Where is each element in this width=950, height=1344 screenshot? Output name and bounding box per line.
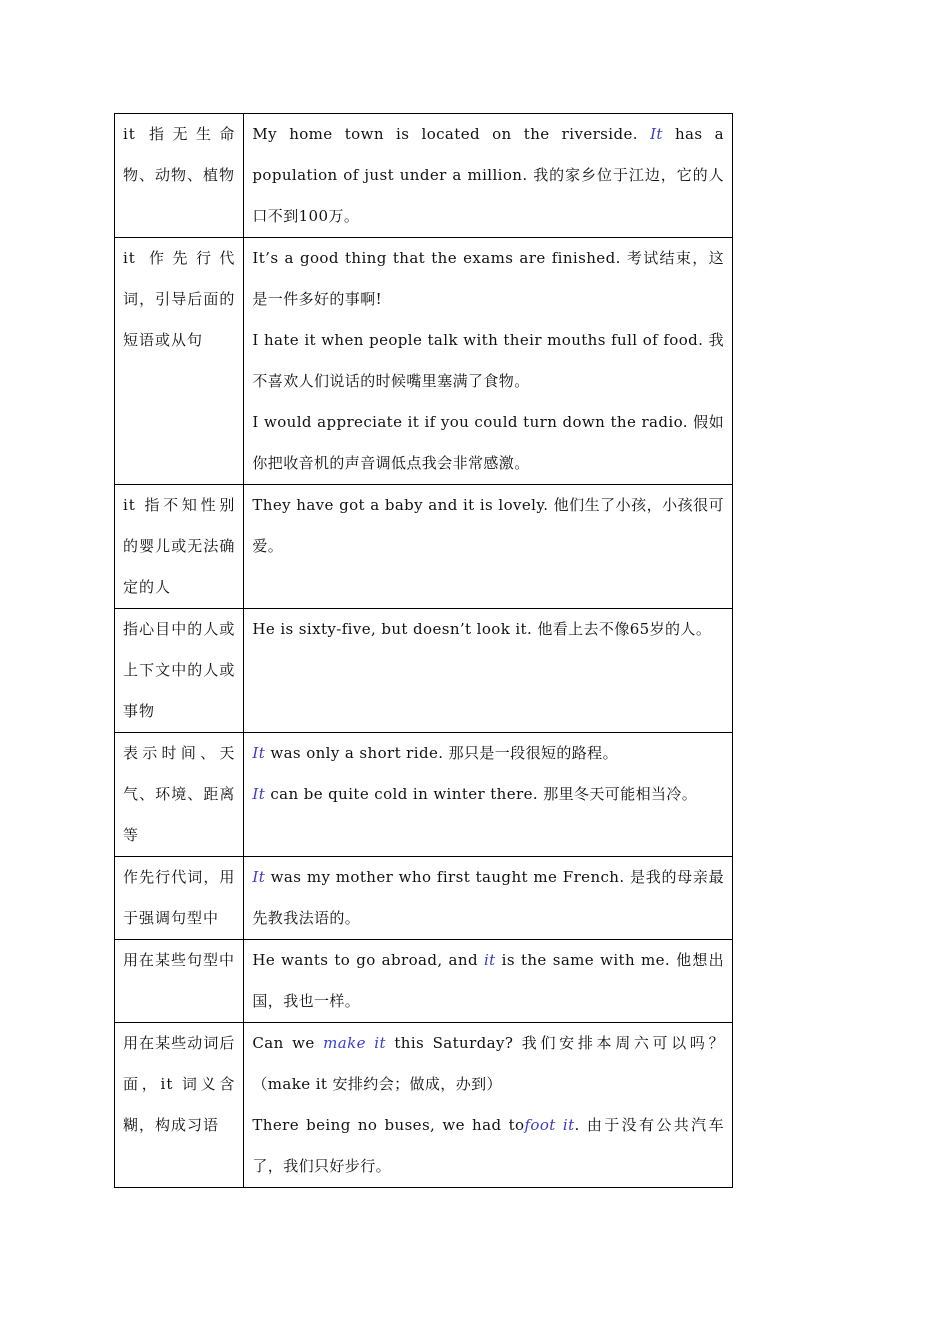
table-row — [115, 857, 733, 940]
example-text: He is sixty-five, but doesn’t look it. 他看上去不像65岁的人。 — [252, 620, 712, 638]
example-cell — [244, 1023, 733, 1188]
table-row — [115, 733, 733, 857]
highlighted-word: foot it — [524, 1116, 575, 1134]
example-cell — [244, 733, 733, 857]
example-sentence — [252, 320, 724, 402]
example-text: It’s a good thing that the exams are finished. 考试结束，这是一件多好的事啊! — [252, 249, 724, 308]
table-row — [115, 609, 733, 733]
example-sentence — [252, 485, 724, 567]
it-usage-table — [114, 113, 733, 1188]
example-sentence — [252, 114, 724, 237]
usage-cell: 表示时间、天气、环境、距离等 — [115, 733, 244, 857]
highlighted-word: It — [650, 125, 663, 143]
example-text: . 由于没有公共汽车了，我们只好步行。 — [252, 1116, 724, 1175]
usage-cell: it 指无生命物、动物、植物 — [115, 114, 244, 238]
example-sentence — [252, 857, 724, 939]
example-cell — [244, 940, 733, 1023]
example-text: I hate it when people talk with their mouths full of food. 我不喜欢人们说话的时候嘴里塞满了食物。 — [252, 331, 724, 390]
table-row — [115, 1023, 733, 1188]
example-sentence — [252, 940, 724, 1022]
usage-cell: 用在某些句型中 — [115, 940, 244, 1023]
example-sentence — [252, 774, 724, 815]
example-text: can be quite cold in winter there. 那里冬天可能相当冷。 — [265, 785, 698, 803]
example-cell — [244, 238, 733, 485]
highlighted-word: It — [252, 785, 266, 803]
highlighted-word: it — [483, 951, 496, 969]
example-sentence — [252, 402, 724, 484]
table-row — [115, 238, 733, 485]
example-text: There being no buses, we had to — [252, 1116, 525, 1134]
usage-cell: it 指不知性别的婴儿或无法确定的人 — [115, 485, 244, 609]
example-text: They have got a baby and it is lovely. 他们生了小孩，小孩很可爱。 — [252, 496, 724, 555]
example-sentence — [252, 609, 724, 650]
usage-cell: 作先行代词，用于强调句型中 — [115, 857, 244, 940]
example-sentence — [252, 1023, 724, 1105]
example-cell — [244, 114, 733, 238]
example-cell — [244, 485, 733, 609]
example-sentence — [252, 238, 724, 320]
highlighted-word: It — [252, 868, 266, 886]
example-sentence — [252, 1105, 724, 1187]
example-text: Can we — [252, 1034, 324, 1052]
example-text: this Saturday? 我们安排本周六可以吗？（make it 安排约会；做成，办到） — [252, 1034, 724, 1093]
table-row — [115, 940, 733, 1023]
usage-cell: 用在某些动词后面，it 词义含糊，构成习语 — [115, 1023, 244, 1188]
example-text: is the same with me. 他想出国，我也一样。 — [252, 951, 724, 1010]
example-text: was my mother who first taught me French. 是我的母亲最先教我法语的。 — [252, 868, 724, 927]
example-cell — [244, 609, 733, 733]
table-body — [115, 114, 733, 1188]
table-row — [115, 485, 733, 609]
example-text: was only a short ride. 那只是一段很短的路程。 — [265, 744, 618, 762]
example-sentence — [252, 733, 724, 774]
table-row — [115, 114, 733, 238]
highlighted-word: make it — [323, 1034, 386, 1052]
example-text: He wants to go abroad, and — [252, 951, 484, 969]
usage-cell: 指心目中的人或上下文中的人或事物 — [115, 609, 244, 733]
example-cell — [244, 857, 733, 940]
example-text: I would appreciate it if you could turn down the radio. 假如你把收音机的声音调低点我会非常感激。 — [252, 413, 724, 472]
example-text: has a population of just under a million. 我的家乡位于江边，它的人口不到100万。 — [252, 125, 724, 225]
example-text: My home town is located on the riverside. — [252, 125, 651, 143]
usage-cell: it 作先行代词，引导后面的短语或从句 — [115, 238, 244, 485]
highlighted-word: It — [252, 744, 266, 762]
